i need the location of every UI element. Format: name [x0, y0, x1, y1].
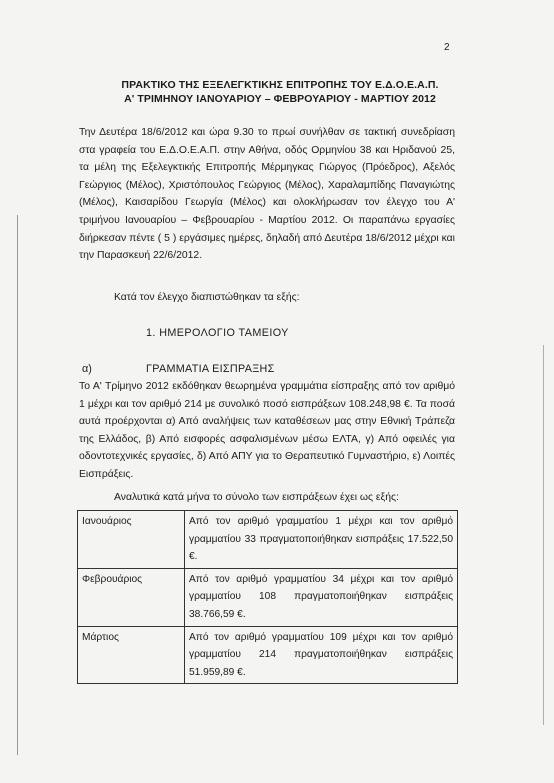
findings-intro: Κατά τον έλεγχο διαπιστώθηκαν τα εξής:: [114, 292, 300, 303]
page-number: 2: [444, 42, 450, 53]
month-cell: Μάρτιος: [78, 626, 185, 684]
opening-paragraph: Την Δευτέρα 18/6/2012 και ώρα 9.30 το πρωί συνήλθαν σε τακτική συνεδρίαση στα γραφεία του Ε.Δ.Ο.Ε.Α.Π. στην Αθήνα, οδός Ορμηνίου 38 και Ηριδανού 25, τα μέλη της Εξελεγκτικής Επιτροπής Μέρμηγκας Γιώργος (Πρόεδρος), Αξελός Γεώργιος (Μέλος), Χριστόπουλος Γεώργιος (Μέλος), Χαραλαμπίδης Παναγιώτης (Μέλος), Καισαρίδου Γεωργία (Μέλος) και ολοκλήρωσαν τον έλεγχο του Α' τριμήνου Ιανουαρίου – Φεβρουαρίου - Μαρτίου 2012. Οι παραπάνω εργασίες διήρκεσαν πέντε ( 5 ) εργάσιμες ημέρες, δηλαδή από Δευτέρα 18/6/2012 μέχρι και την Παρασκευή 22/6/2012.: [79, 127, 455, 262]
description-cell: Από τον αριθμό γραμματίου 109 μέχρι και τον αριθμό γραμματίου 214 πραγματοποιήθηκαν εισπράξεις 51.959,89 €.: [185, 626, 458, 684]
description-cell: Από τον αριθμό γραμματίου 34 μέχρι και τον αριθμό γραμματίου 108 πραγματοποιήθηκαν εισπράξεις 38.766,59 €.: [185, 568, 458, 626]
month-cell: Ιανουάριος: [78, 511, 185, 569]
title-line-2: Α' ΤΡΙΜΗΝΟΥ ΙΑΝΟΥΑΡΙΟΥ – ΦΕΒΡΟΥΑΡΙΟΥ - ΜΑΡΤΙΟΥ 2012: [124, 93, 436, 105]
receipts-paragraph: Το Α' Τρίμηνο 2012 εκδόθηκαν θεωρημένα γραμμάτια είσπραξης από τον αριθμό 1 μέχρι και τον αριθμό 214 με συνολικό ποσό εισπράξεων 108.248,98 €. Τα ποσά αυτά προέρχονται α) Από αναλήψεις των καταθέσεων μας στην Εθνική Τράπεζα της Ελλάδος, β) Από εισφορές ασφαλισμένων μέσω ΕΛΤΑ, γ) Από οφειλές για οδοντοτεχνικές εργασίες, δ) Από ΑΠΥ για το Θεραπευτικό Γυμναστήριο, ε) Λοιπές Εισπράξεις.: [79, 381, 455, 480]
table-row: [78, 511, 458, 569]
month-cell: Φεβρουάριος: [78, 568, 185, 626]
description-cell: Από τον αριθμό γραμματίου 1 μέχρι και τον αριθμό γραμματίου 33 πραγματοποιήθηκαν εισπράξεις 17.522,50 €.: [185, 511, 458, 569]
subsection-letter: α): [82, 363, 92, 375]
section-heading: 1. ΗΜΕΡΟΛΟΓΙΟ ΤΑΜΕΙΟΥ: [146, 327, 289, 339]
scan-edge-right: [543, 345, 544, 725]
table-row: [78, 626, 458, 684]
monthly-receipts-table: [77, 510, 458, 684]
document-title: [60, 78, 500, 106]
subsection-title: ΓΡΑΜΜΑΤΙΑ ΕΙΣΠΡΑΞΗΣ: [146, 363, 275, 375]
scan-edge-left: [17, 215, 18, 755]
title-line-1: ΠΡΑΚΤΙΚΟ ΤΗΣ ΕΞΕΛΕΓΚΤΙΚΗΣ ΕΠΙΤΡΟΠΗΣ ΤΟΥ Ε.Δ.Ο.Ε.Α.Π.: [121, 79, 439, 91]
table-intro: Αναλυτικά κατά μήνα το σύνολο των εισπράξεων έχει ως εξής:: [114, 492, 399, 503]
table-row: [78, 568, 458, 626]
